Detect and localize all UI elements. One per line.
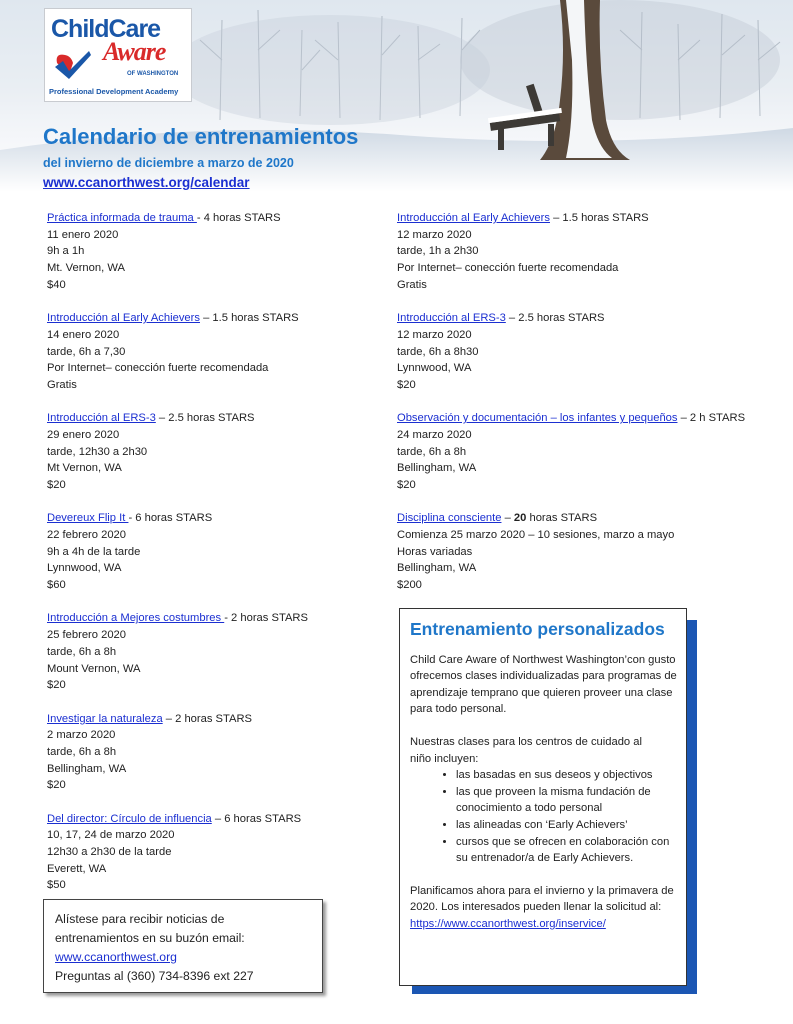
course-date: Comienza 25 marzo 2020 – 10 sesiones, marzo a mayo [397, 529, 675, 542]
course-link[interactable]: Disciplina consciente [397, 512, 502, 525]
course-location: Lynnwood, WA [397, 362, 472, 375]
course-time: tarde, 6h a 8h [47, 745, 117, 758]
course-time: tarde, 6h a 8h [397, 445, 467, 458]
course-entry [47, 410, 377, 494]
logo-text-washington: OF WASHINGTON [127, 71, 179, 77]
course-time: 9h a 4h de la tarde [47, 545, 141, 558]
course-dash: – [501, 512, 514, 525]
header-banner [0, 0, 793, 192]
childcare-aware-logo [44, 8, 192, 102]
course-price: $40 [47, 278, 66, 291]
course-hours: – 2 h STARS [677, 412, 746, 425]
course-date: 24 marzo 2020 [397, 428, 472, 441]
course-date: 2 marzo 2020 [47, 729, 116, 742]
list-item: • cursos que se ofrecen en colaboración con su entrenador/a de Early Achievers. [456, 834, 678, 867]
inservice-link[interactable]: https://www.ccanorthwest.org/inservice/ [410, 917, 606, 930]
course-entry [397, 410, 787, 494]
page-subtitle: del invierno de diciembre a marzo de 2020 [43, 156, 294, 170]
course-hours-number: 20 [513, 512, 527, 525]
course-price: $20 [47, 679, 66, 692]
course-link[interactable]: Devereux Flip It [47, 512, 129, 525]
list-item: • las alineadas con ‘Early Achievers’ [456, 817, 678, 834]
course-date: 11 enero 2020 [47, 228, 119, 241]
course-list-right [397, 210, 787, 610]
course-location: Por Internet– conección fuerte recomendada [47, 362, 269, 375]
course-hours: – 2.5 horas STARS [155, 412, 255, 425]
course-entry [397, 210, 787, 294]
course-date: 10, 17, 24 de marzo 2020 [47, 829, 175, 842]
custom-training-box [399, 608, 687, 986]
custom-training-intro: Child Care Aware of Northwest Washington’con gusto ofrecemos clases individualizadas para programas de aprendizaje temprano que quieren proveer una clase para todo personal. [410, 653, 677, 716]
course-location: Mt Vernon, WA [47, 462, 122, 475]
subscribe-text-2: entrenamientos en su buzón email: [55, 931, 245, 945]
course-entry [47, 711, 377, 795]
course-price: $20 [397, 479, 416, 492]
course-hours: - 2 horas STARS [224, 612, 308, 625]
course-location: Bellingham, WA [397, 462, 477, 475]
course-link[interactable]: Práctica informada de trauma [47, 212, 197, 224]
course-price: $50 [47, 879, 66, 892]
course-link[interactable]: Introducción a Mejores costumbres [47, 612, 225, 625]
course-time: 12h30 a 2h30 de la tarde [47, 846, 172, 859]
course-price: $20 [397, 378, 416, 391]
course-link[interactable]: Observación y documentación – los infantes y pequeños [397, 412, 678, 425]
apply-text: Planificamos ahora para el invierno y la primavera de 2020. Los interesados pueden llenar la solicitud al: [410, 884, 674, 914]
course-time: 9h a 1h [47, 245, 85, 258]
course-hours: – 6 horas STARS [211, 812, 302, 825]
list-item: • las basadas en sus deseos y objectivos [456, 767, 678, 784]
course-location: Bellingham, WA [397, 562, 477, 575]
course-price: Gratis [47, 378, 77, 391]
page-title: Calendario de entrenamientos [43, 124, 359, 149]
course-entry [47, 210, 377, 294]
course-date: 29 enero 2020 [47, 428, 120, 441]
course-location: Mount Vernon, WA [47, 662, 141, 675]
course-price: $200 [397, 579, 422, 592]
course-hours: – 1.5 horas STARS [549, 212, 649, 224]
course-price: Gratis [397, 278, 427, 291]
calendar-link[interactable]: www.ccanorthwest.org/calendar [43, 175, 250, 190]
custom-training-apply-text [410, 883, 678, 933]
course-location: Everett, WA [47, 862, 107, 875]
course-time: Horas variadas [397, 545, 473, 558]
course-hours: - 4 horas STARS [196, 212, 281, 224]
course-date: 14 enero 2020 [47, 328, 120, 341]
course-time: tarde, 1h a 2h30 [397, 245, 479, 258]
list-item: • las que proveen la misma fundación de conocimiento a todo personal [456, 784, 678, 817]
course-entry [397, 510, 787, 594]
course-hours: – 2.5 horas STARS [505, 312, 605, 325]
course-date: 22 febrero 2020 [47, 529, 126, 542]
course-entry [47, 610, 377, 694]
logo-text-aware: Aware [103, 37, 166, 66]
course-link[interactable]: Investigar la naturaleza [47, 712, 163, 725]
course-date: 12 marzo 2020 [397, 228, 472, 241]
course-date: 12 marzo 2020 [397, 328, 472, 341]
course-entry [47, 510, 377, 594]
course-price: $60 [47, 579, 66, 592]
course-time: tarde, 6h a 7,30 [47, 345, 126, 358]
course-entry [47, 310, 377, 394]
logo-text-childcare: ChildCare [51, 15, 161, 43]
course-hours: - 6 horas STARS [128, 512, 213, 525]
custom-training-list [410, 767, 678, 867]
contact-phone: Preguntas al (360) 734-8396 ext 227 [55, 969, 254, 983]
course-time: tarde, 6h a 8h30 [397, 345, 479, 358]
course-entry [47, 811, 377, 895]
course-price: $20 [47, 779, 66, 792]
course-time: tarde, 12h30 a 2h30 [47, 445, 148, 458]
list-intro-line-1: Nuestras clases para los centros de cuidado al [410, 735, 642, 748]
course-price: $20 [47, 479, 66, 492]
course-location: Lynnwood, WA [47, 562, 122, 575]
course-link[interactable]: Introducción al ERS-3 [47, 412, 156, 425]
logo-text-academy: Professional Development Academy [49, 87, 179, 96]
course-location: Bellingham, WA [47, 762, 127, 775]
course-link[interactable]: Introducción al ERS-3 [397, 312, 506, 325]
course-link[interactable]: Introducción al Early Achievers [47, 312, 200, 325]
subscribe-text-1: Alístese para recibir noticias de [55, 912, 225, 926]
list-intro-line-2: niño incluyen: [410, 752, 479, 765]
course-date: 25 febrero 2020 [47, 629, 126, 642]
course-location: Mt. Vernon, WA [47, 262, 125, 275]
course-hours: – 1.5 horas STARS [199, 312, 299, 325]
heart-check-icon [53, 49, 93, 79]
course-location: Por Internet– conección fuerte recomendada [397, 262, 619, 275]
custom-training-heading: Entrenamiento personalizados [410, 619, 665, 639]
subscribe-box [43, 899, 323, 993]
course-link[interactable]: Introducción al Early Achievers [397, 212, 550, 224]
custom-training-list-intro [410, 734, 678, 767]
course-hours: horas STARS [526, 512, 598, 525]
course-entry [397, 310, 787, 394]
course-hours: – 2 horas STARS [162, 712, 253, 725]
course-time: tarde, 6h a 8h [47, 645, 117, 658]
subscribe-link[interactable]: www.ccanorthwest.org [55, 950, 177, 964]
course-link[interactable]: Del director: Círculo de influencia [47, 812, 212, 825]
course-list-left [47, 210, 377, 911]
